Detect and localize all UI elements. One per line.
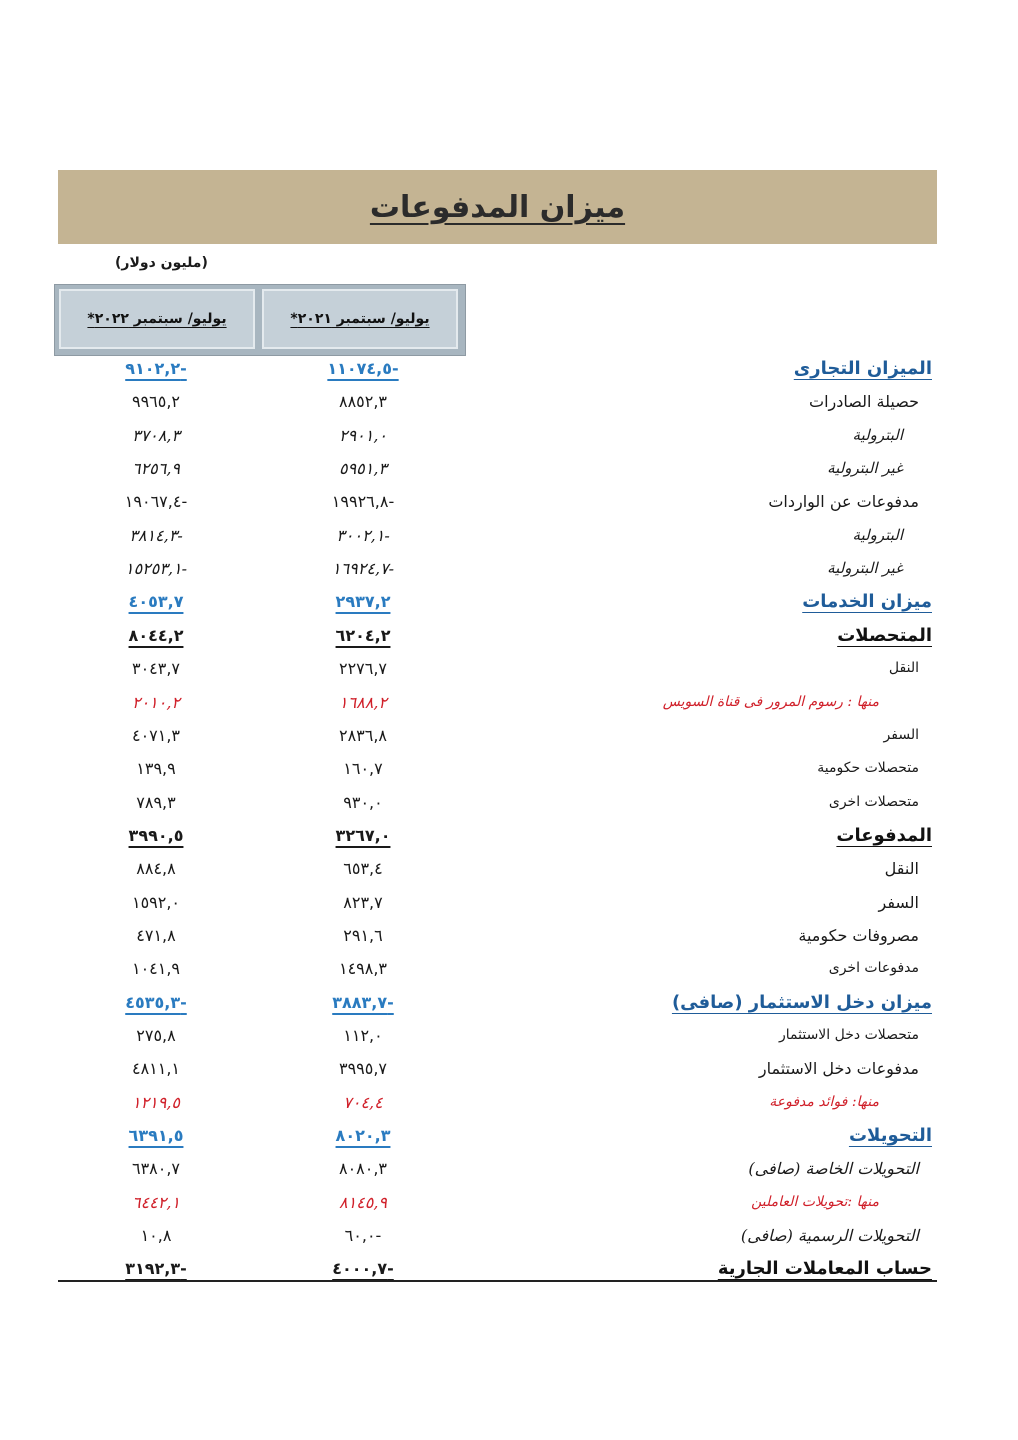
value-2021: -١٩٩٢٦,٨ (331, 492, 395, 512)
row-label: منها : رسوم المرور فى قناة السويس (662, 693, 879, 710)
row-label: التحويلات الرسمية (صافى) (740, 1226, 919, 1246)
value-2021: -٣٨٨٣,٧ (332, 992, 394, 1012)
row-label: الميزان التجارى (793, 358, 932, 379)
table-row (58, 819, 937, 852)
value-2022: ٤٠٥٣,٧ (128, 592, 184, 612)
row-label: منها: فوائد مدفوعة (769, 1093, 879, 1110)
table-row (58, 385, 937, 418)
value-2022: ٦٤٤٢,١ (131, 1192, 181, 1212)
value-2022: ٦٣٩١,٥ (128, 1126, 184, 1146)
value-2021: -٣٠٠٢,١ (336, 525, 390, 545)
value-2022: ٤٠٧١,٣ (131, 725, 181, 745)
value-2022: ٧٨٩,٣ (136, 792, 176, 812)
table-row (58, 886, 937, 919)
column-header-box (54, 284, 466, 356)
value-2022: -١٩٠٦٧,٤ (124, 492, 188, 512)
row-label: حصيلة الصادرات (809, 392, 919, 412)
value-2022: ٤٧١,٨ (136, 925, 176, 945)
row-label: غير البترولية (827, 559, 903, 578)
value-2022: ٣٩٩٠,٥ (128, 825, 184, 845)
value-2021: -١١٠٧٤,٥ (327, 359, 399, 378)
row-label: مصروفات حكومية (798, 925, 919, 945)
row-label: حساب المعاملات الجارية (717, 1258, 932, 1280)
row-label: التحويلات (848, 1125, 932, 1147)
value-2022: ١٠٤١,٩ (131, 959, 181, 979)
value-2022: ١٢١٩,٥ (131, 1092, 181, 1112)
table-row (58, 952, 937, 985)
row-label: المدفوعات (836, 824, 932, 846)
page-title: ميزان المدفوعات (369, 189, 626, 225)
table-row (58, 552, 937, 585)
column-header-2022: يوليو/ سبتمبر ٢٠٢٢* (59, 289, 255, 349)
row-label: النقل (888, 660, 919, 677)
row-label: منها :تحويلات العاملين (751, 1193, 879, 1210)
value-2021: ٣٩٩٥,٧ (338, 1059, 388, 1079)
value-2022: ٨٠٤٤,٢ (128, 625, 184, 645)
table-row (58, 452, 937, 485)
table-row (58, 686, 937, 719)
value-2021: -٦٠,٠ (344, 1226, 382, 1246)
row-label: متحصلات اخرى (828, 793, 919, 810)
row-label: ميزان دخل الاستثمار (صافى) (671, 991, 932, 1013)
table-row (58, 1219, 937, 1252)
table-row (58, 719, 937, 752)
value-2021: ٨١٤٥,٩ (338, 1192, 388, 1212)
value-2022: -٣١٩٢,٣ (125, 1259, 187, 1279)
value-2022: ٣٧٠٨,٣ (131, 425, 181, 445)
row-label: مدفوعات عن الواردات (768, 492, 919, 512)
value-2022: -١٥٢٥٣,١ (124, 559, 188, 579)
value-2021: ١٦٠,٧ (343, 759, 383, 779)
row-label: متحصلات حكومية (817, 760, 919, 777)
table-row (58, 986, 937, 1019)
table-row (58, 652, 937, 685)
table-row (58, 1086, 937, 1119)
row-label: مدفوعات اخرى (828, 960, 919, 977)
row-label: ميزان الخدمات (802, 591, 932, 613)
value-2021: ٦٥٣,٤ (343, 859, 383, 879)
table-row (58, 919, 937, 952)
value-2021: -٤٠٠٠,٧ (332, 1259, 394, 1279)
value-2022: ٨٨٤,٨ (136, 859, 176, 879)
value-2022: ١٣٩,٩ (136, 759, 176, 779)
value-2021: ٨٠٨٠,٣ (338, 1159, 388, 1179)
row-label: النقل (884, 859, 919, 879)
value-2021: ٢٢٧٦,٧ (338, 659, 388, 679)
value-2021: ١٦٨٨,٢ (338, 692, 388, 712)
table-row (58, 485, 937, 518)
row-label: السفر (878, 892, 919, 912)
row-label: البترولية (852, 425, 903, 444)
value-2021: ١١٢,٠ (343, 1026, 383, 1045)
value-2021: ٢٩٠١,٠ (338, 425, 388, 445)
table-row (58, 352, 937, 385)
table-row (58, 752, 937, 785)
value-2022: ٢٠١٠,٢ (131, 692, 181, 712)
table-row (58, 519, 937, 552)
row-label: المتحصلات (837, 624, 932, 646)
row-label: التحويلات الخاصة (صافى) (748, 1159, 919, 1179)
row-label: البترولية (852, 525, 903, 544)
value-2021: ٨٢٣,٧ (343, 892, 383, 912)
value-2021: ٢٨٣٦,٨ (338, 725, 388, 745)
table-row (58, 852, 937, 885)
value-2022: -٣٨١٤,٣ (129, 525, 183, 545)
title-band (58, 170, 937, 244)
row-label: متحصلات دخل الاستثمار (779, 1027, 919, 1043)
value-2021: ٥٩٥١,٣ (338, 459, 388, 479)
table-row (58, 619, 937, 652)
value-2022: ٦٣٨٠,٧ (131, 1159, 181, 1179)
value-2021: ٦٢٠٤,٢ (335, 625, 391, 645)
unit-label: (مليون دولار) (115, 255, 208, 271)
value-2022: ٤٨١١,١ (131, 1059, 181, 1079)
column-header-2021: يوليو/ سبتمبر ٢٠٢١* (262, 289, 458, 349)
value-2022: ١٥٩٢,٠ (131, 892, 181, 912)
table-row (58, 585, 937, 618)
value-2022: ٢٧٥,٨ (136, 1026, 176, 1045)
value-2021: ٨٨٥٢,٣ (338, 392, 388, 412)
value-2021: -١٦٩٢٤,٧ (331, 559, 395, 579)
value-2021: ٢٩٣٧,٢ (335, 592, 391, 612)
table-row (58, 419, 937, 452)
row-label: السفر (883, 726, 919, 743)
value-2022: ١٠,٨ (140, 1226, 172, 1246)
table-row (58, 1152, 937, 1185)
table-bottom-rule (58, 1280, 937, 1282)
table-row (58, 1186, 937, 1219)
row-label: مدفوعات دخل الاستثمار (758, 1059, 919, 1079)
value-2021: ٨٠٢٠,٣ (335, 1126, 391, 1146)
value-2022: -٩١٠٢,٢ (125, 359, 187, 378)
value-2021: ٧٠٤,٤ (343, 1092, 383, 1112)
row-label: غير البترولية (827, 459, 903, 478)
value-2021: ٩٣٠,٠ (343, 792, 383, 812)
table-row (58, 1019, 937, 1052)
value-2021: ٢٩١,٦ (343, 925, 383, 945)
table-row (58, 786, 937, 819)
value-2021: ٣٢٦٧,٠ (335, 825, 391, 845)
table-row (58, 1119, 937, 1152)
value-2022: -٤٥٣٥,٣ (125, 992, 187, 1012)
value-2022: ٦٢٥٦,٩ (131, 459, 181, 479)
value-2022: ٩٩٦٥,٢ (131, 392, 181, 412)
table-row (58, 1052, 937, 1085)
value-2022: ٣٠٤٣,٧ (131, 659, 181, 679)
value-2021: ١٤٩٨,٣ (338, 959, 388, 979)
